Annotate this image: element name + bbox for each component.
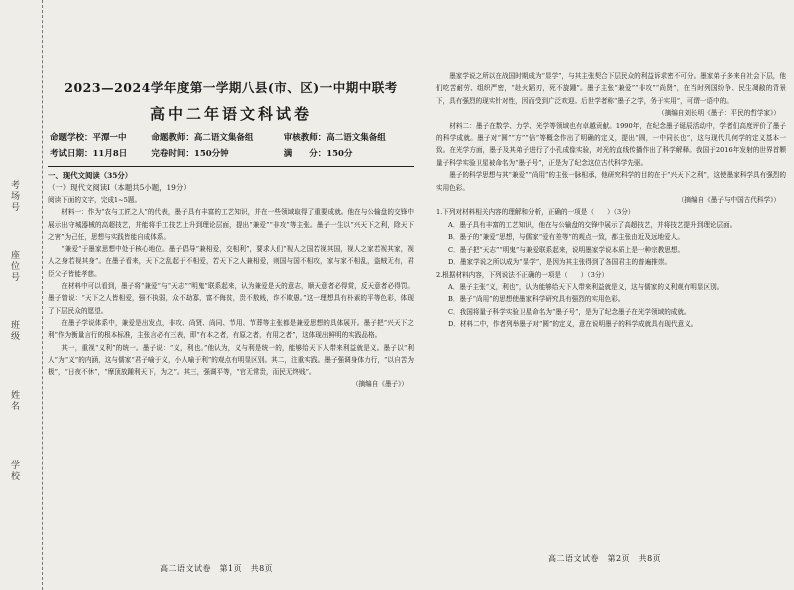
option-b: B．墨子“尚用”的思想使墨家科学研究具有强烈的实用色彩。 xyxy=(448,295,625,304)
source-note: （摘编自刘长明《墨子：平民的哲学家》） xyxy=(658,109,780,118)
duration-label: 完卷时间： xyxy=(151,149,194,159)
school-label: 命题学校： xyxy=(50,133,93,143)
right-paragraph: 墨子的科学思想与其“兼爱”“尚用”的主张一脉相承，他研究科学的目的在于“兴天下之利”，这使墨家科学具有强烈的实用色彩。 xyxy=(436,171,786,192)
left-paragraph: “兼爱”于墨家思想中处于核心地位。墨子倡导“兼相爱，交相利”，要求人们“视人之国若视其国，视人之家若视其家，视人之身若视其身”。在墨子看来，天下之乱起于不相爱，若天下之人兼相爱，则国与国不相攻，家与家不相乱，盗贼无有，君臣父子皆能孝慈。 xyxy=(48,245,414,278)
binding-label-seat: 座位号 xyxy=(9,250,19,283)
setter-label: 命题教师： xyxy=(151,133,194,143)
binding-label-name: 姓名 xyxy=(9,390,19,412)
footer-right-page: 高二语文试卷 第2页 共8页 xyxy=(548,554,662,563)
binding-label-class: 班级 xyxy=(9,320,19,342)
exam-info-table xyxy=(48,130,414,162)
question-stem: 根据材料内容，下列说法不正确的一项是（ ）（3分） xyxy=(442,270,609,279)
left-page-header xyxy=(48,0,414,391)
reviewer-label: 审核教师： xyxy=(283,133,327,143)
date-label: 考试日期： xyxy=(50,149,93,159)
question-number: 1. xyxy=(436,208,443,217)
score-value: 150分 xyxy=(326,149,353,159)
option-a: A．墨子主张“义，利也”，认为能够给天下人带来利益就是义，这与儒家的义利观有明显区别。 xyxy=(448,282,724,291)
option-d: D．墨家学说之所以成为“显学”，是因为其主张得到了各国君主的普遍推崇。 xyxy=(448,258,672,267)
left-paragraph: 其一，重视“义利”的统一。墨子说：“义，利也。”他认为，义与利是统一的，能够给天下人带来利益就是义。墨子以“利人”为“义”的内涵，这与儒家“君子喻于义，小人喻于利”的观点有明显区别。其二，注重实践。墨子强调身体力行，“以自苦为极”，“日夜不休”，“摩顶放踵利天下，为之”。其三，强调平等，“官无常贵，而民无终贱”。 xyxy=(48,343,414,377)
right-page-body xyxy=(436,70,786,570)
binding-label-school: 学校 xyxy=(9,460,19,482)
left-body xyxy=(48,170,414,391)
subsection-heading: （一）现代文阅读Ⅰ（本题共5小题，19分） xyxy=(48,183,191,192)
question-number: 2. xyxy=(436,270,443,279)
setter-value: 高二语文集备组 xyxy=(193,133,254,143)
header-divider xyxy=(48,166,414,167)
source-note: （摘编自《墨子与中国古代科学》） xyxy=(677,196,780,205)
left-paragraph: 材料一：作为“农与工匠之人”的代表，墨子具有丰富的工艺知识，并在一些领域取得了重要成就。他在与公输盘的交锋中展示出守城器械的高超技艺，并能将手工技艺上升到理论层面，提出“兼爱”“非攻”等主张。墨子一生以“兴天下之利，除天下之害”为己任，思想与实践皆能自成体系。 xyxy=(48,208,414,241)
right-paragraph: 墨家学说之所以在战国时期成为“显学”，与其主张契合下层民众的利益诉求密不可分。墨家弟子多来自社会下层，他们吃苦耐劳、组织严密，“赴火蹈刃，死不旋踵”。墨子主张“兼爱”“非攻”“尚贤”，在当时列国纷争、民生凋敝的背景下，具有强烈的现实针对性，因而受到广泛欢迎。后世学者称“墨子之学，务于实用”，可谓一语中的。 xyxy=(436,72,786,105)
left-paragraph: 在材料中可以看到，墨子将“兼爱”与“天志”“明鬼”联系起来，认为兼爱是天的意志，顺天意者必得赏，反天意者必得罚。墨子曾说：“天下之人皆相爱，强不执弱，众不劫寡，富不侮贫，贵不敖贱，诈不欺愚。”这一理想具有朴素的平等色彩，体现了下层民众的愿望。 xyxy=(48,282,414,315)
school-value: 平潭一中 xyxy=(92,133,127,143)
option-d: D．材料二中，作者列举墨子对“圆”的定义，意在说明墨子的科学成就具有现代意义。 xyxy=(448,320,698,329)
left-paragraph: 在墨子学说体系中，兼爱是出发点，非攻、尚贤、尚同、节用、节葬等主张都是兼爱思想的具体展开。墨子把“兴天下之利”作为衡量言行的根本标准，主张言必有三表，即“有本之者，有原之者，有用之者”，这体现出鲜明的实践品格。 xyxy=(48,318,414,340)
duration-value: 150分钟 xyxy=(193,149,229,159)
instruction: 阅读下面的文字，完成1~5题。 xyxy=(48,196,142,204)
binding-label-exam-room: 考场号 xyxy=(9,180,19,213)
exam-title: 2023—2024学年度第一学期八县(市、区)一中期中联考 xyxy=(64,80,398,95)
source-note: （摘编自《墨子》） xyxy=(351,380,408,389)
section-heading: 一、现代文阅读（35分） xyxy=(48,171,133,180)
question-stem: 下列对材料相关内容的理解和分析，正确的一项是（ ）（3分） xyxy=(442,208,635,217)
question-1 xyxy=(436,206,786,268)
binding-strip xyxy=(0,0,43,590)
date-value: 11月8日 xyxy=(92,149,128,159)
score-label: 满 分： xyxy=(283,149,327,159)
reviewer-value: 高二语文集备组 xyxy=(326,133,386,143)
paper-title: 高中二年语文科试卷 xyxy=(149,105,312,123)
right-paragraph: 材料二：墨子在数学、力学、光学等领域也有卓越贡献。1990年，在纪念墨子诞辰活动中，学者们高度评价了墨子的科学成就。墨子对“圆”“方”“倍”等概念作出了明确的定义，提出“圆，一中同长也”，这与现代几何学的定义基本一致。在光学方面，墨子及其弟子进行了小孔成像实验，对光的直线传播作出了科学解释。我国于2016年发射的世界首颗量子科学实验卫星被命名为“墨子号”，正是为了纪念这位古代科学先驱。 xyxy=(436,121,786,167)
question-2 xyxy=(436,269,786,331)
option-a: A．墨子具有丰富的工艺知识，他在与公输盘的交锋中展示了高超技艺，并将技艺提升到理论层面。 xyxy=(448,220,737,229)
footer-left-page: 高二语文试卷 第1页 共8页 xyxy=(160,564,274,573)
option-c: C．墨子把“天志”“明鬼”与兼爱联系起来，说明墨家学说本质上是一种宗教思想。 xyxy=(448,245,685,254)
option-b: B．墨子的“兼爱”思想，与儒家“爱有差等”的观点一致，都主张由近及远地爱人。 xyxy=(448,233,684,242)
option-c: C．我国将量子科学实验卫星命名为“墨子号”，是为了纪念墨子在光学领域的成就。 xyxy=(448,307,691,316)
